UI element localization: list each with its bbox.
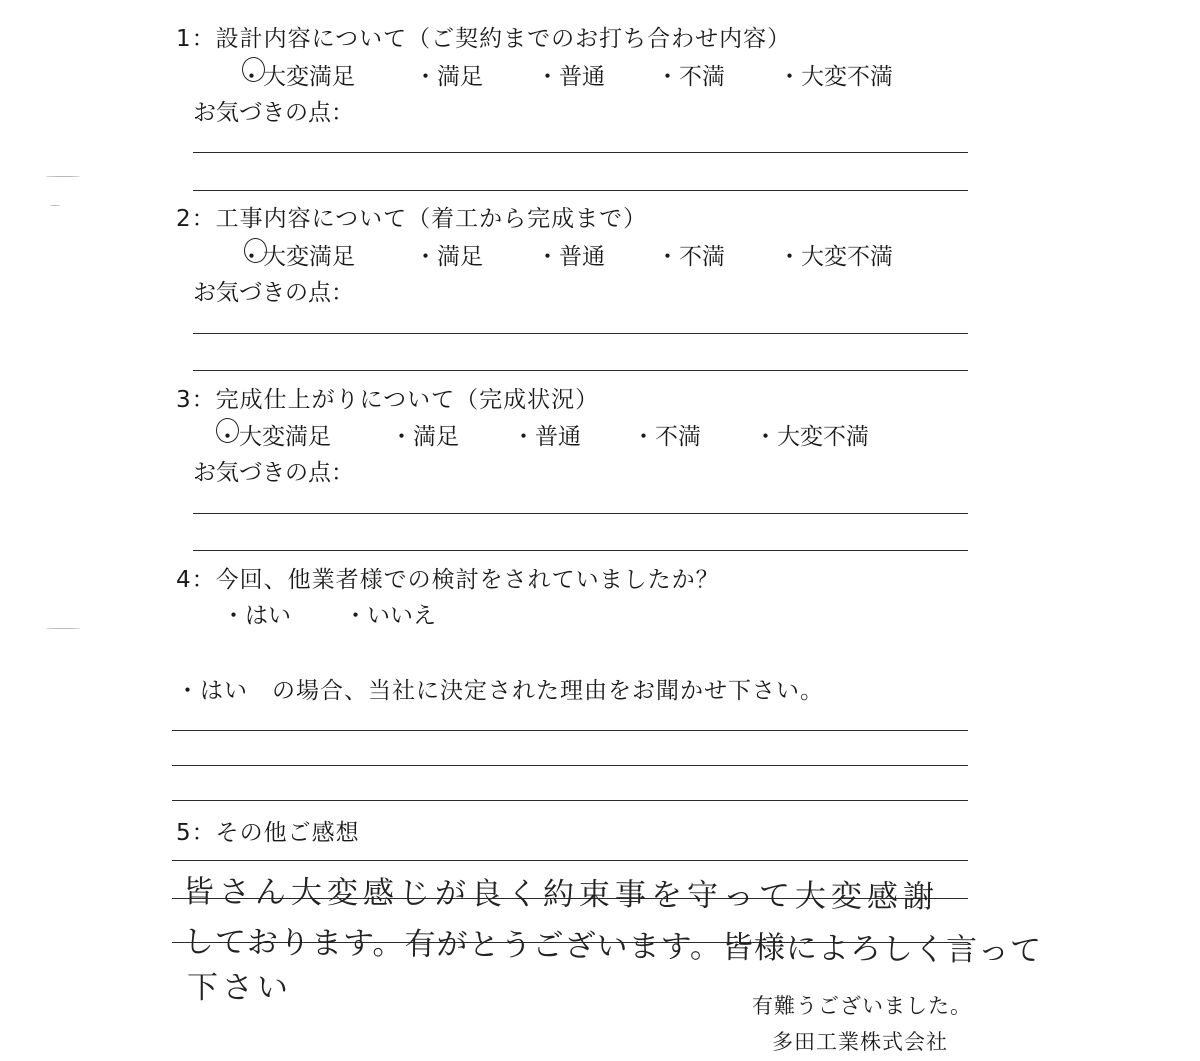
question-2-selected-circle	[244, 238, 267, 263]
question-1-option-very-dissatisfied[interactable]: ・大変不満	[778, 64, 893, 90]
question-4-title: 4：今回、他業者様での検討をされていましたか？	[176, 567, 720, 593]
question-1-note-line-2[interactable]	[193, 190, 968, 191]
question-1-option-dissatisfied[interactable]: ・不満	[656, 64, 725, 90]
question-3-option-very-satisfied[interactable]: ・大変満足	[216, 424, 331, 450]
handwritten-comment-line-1: 皆さん大変感じが良く約束事を守って大変感謝	[182, 874, 940, 916]
question-1-title: 1：設計内容について（ご契約までのお打ち合わせ内容）	[176, 26, 792, 52]
handwritten-comment-line-2: しております。有がとうございます。皆様によろしく言って	[182, 924, 1043, 969]
question-1-option-normal[interactable]: ・普通	[536, 64, 605, 90]
question-1-option-satisfied[interactable]: ・満足	[414, 64, 483, 90]
question-4-reason-line-3[interactable]	[172, 800, 968, 801]
question-1-option-very-satisfied[interactable]: ・大変満足	[240, 64, 355, 90]
punch-mark-bottom	[46, 628, 80, 629]
question-4-option-no[interactable]: ・いいえ	[344, 603, 436, 629]
punch-mark-top-small	[50, 205, 60, 206]
question-2-option-very-satisfied[interactable]: ・大変満足	[240, 244, 355, 270]
question-3-title: 3：完成仕上がりについて（完成状況）	[176, 387, 600, 413]
handwritten-comment-line-3: 下さい	[187, 970, 292, 1006]
question-2-note-label: お気づきの点：	[193, 280, 354, 306]
question-3-option-dissatisfied[interactable]: ・不満	[632, 424, 701, 450]
question-2-title: 2：工事内容について（着工から完成まで）	[176, 206, 648, 232]
question-3-note-line-1[interactable]	[193, 513, 968, 514]
question-4-reason-prompt: ・はい の場合、当社に決定された理由をお聞かせ下さい。	[176, 678, 824, 704]
punch-mark-top	[46, 176, 80, 177]
question-3-note-line-2[interactable]	[193, 550, 968, 551]
question-3-option-normal[interactable]: ・普通	[512, 424, 581, 450]
company-name: 多田工業株式会社	[772, 1030, 948, 1054]
question-2-option-normal[interactable]: ・普通	[536, 244, 605, 270]
question-2-option-satisfied[interactable]: ・満足	[414, 244, 483, 270]
question-2-note-line-1[interactable]	[193, 333, 968, 334]
question-1-note-line-1[interactable]	[193, 152, 968, 153]
closing-thanks: 有難うございました。	[752, 994, 972, 1018]
question-1-note-label: お気づきの点：	[193, 100, 354, 126]
question-3-selected-circle	[216, 418, 239, 443]
question-4-option-yes[interactable]: ・はい	[222, 603, 291, 629]
question-5-title: 5：その他ご感想	[176, 820, 360, 846]
question-3-option-very-dissatisfied[interactable]: ・大変不満	[754, 424, 869, 450]
question-4-reason-line-1[interactable]	[172, 730, 968, 731]
question-4-reason-line-2[interactable]	[172, 765, 968, 766]
question-2-note-line-2[interactable]	[193, 370, 968, 371]
question-3-option-satisfied[interactable]: ・満足	[390, 424, 459, 450]
question-1-selected-circle	[242, 57, 265, 82]
question-2-option-very-dissatisfied[interactable]: ・大変不満	[778, 244, 893, 270]
question-2-option-dissatisfied[interactable]: ・不満	[656, 244, 725, 270]
question-5-line-1[interactable]	[172, 860, 968, 861]
question-3-note-label: お気づきの点：	[193, 460, 354, 486]
